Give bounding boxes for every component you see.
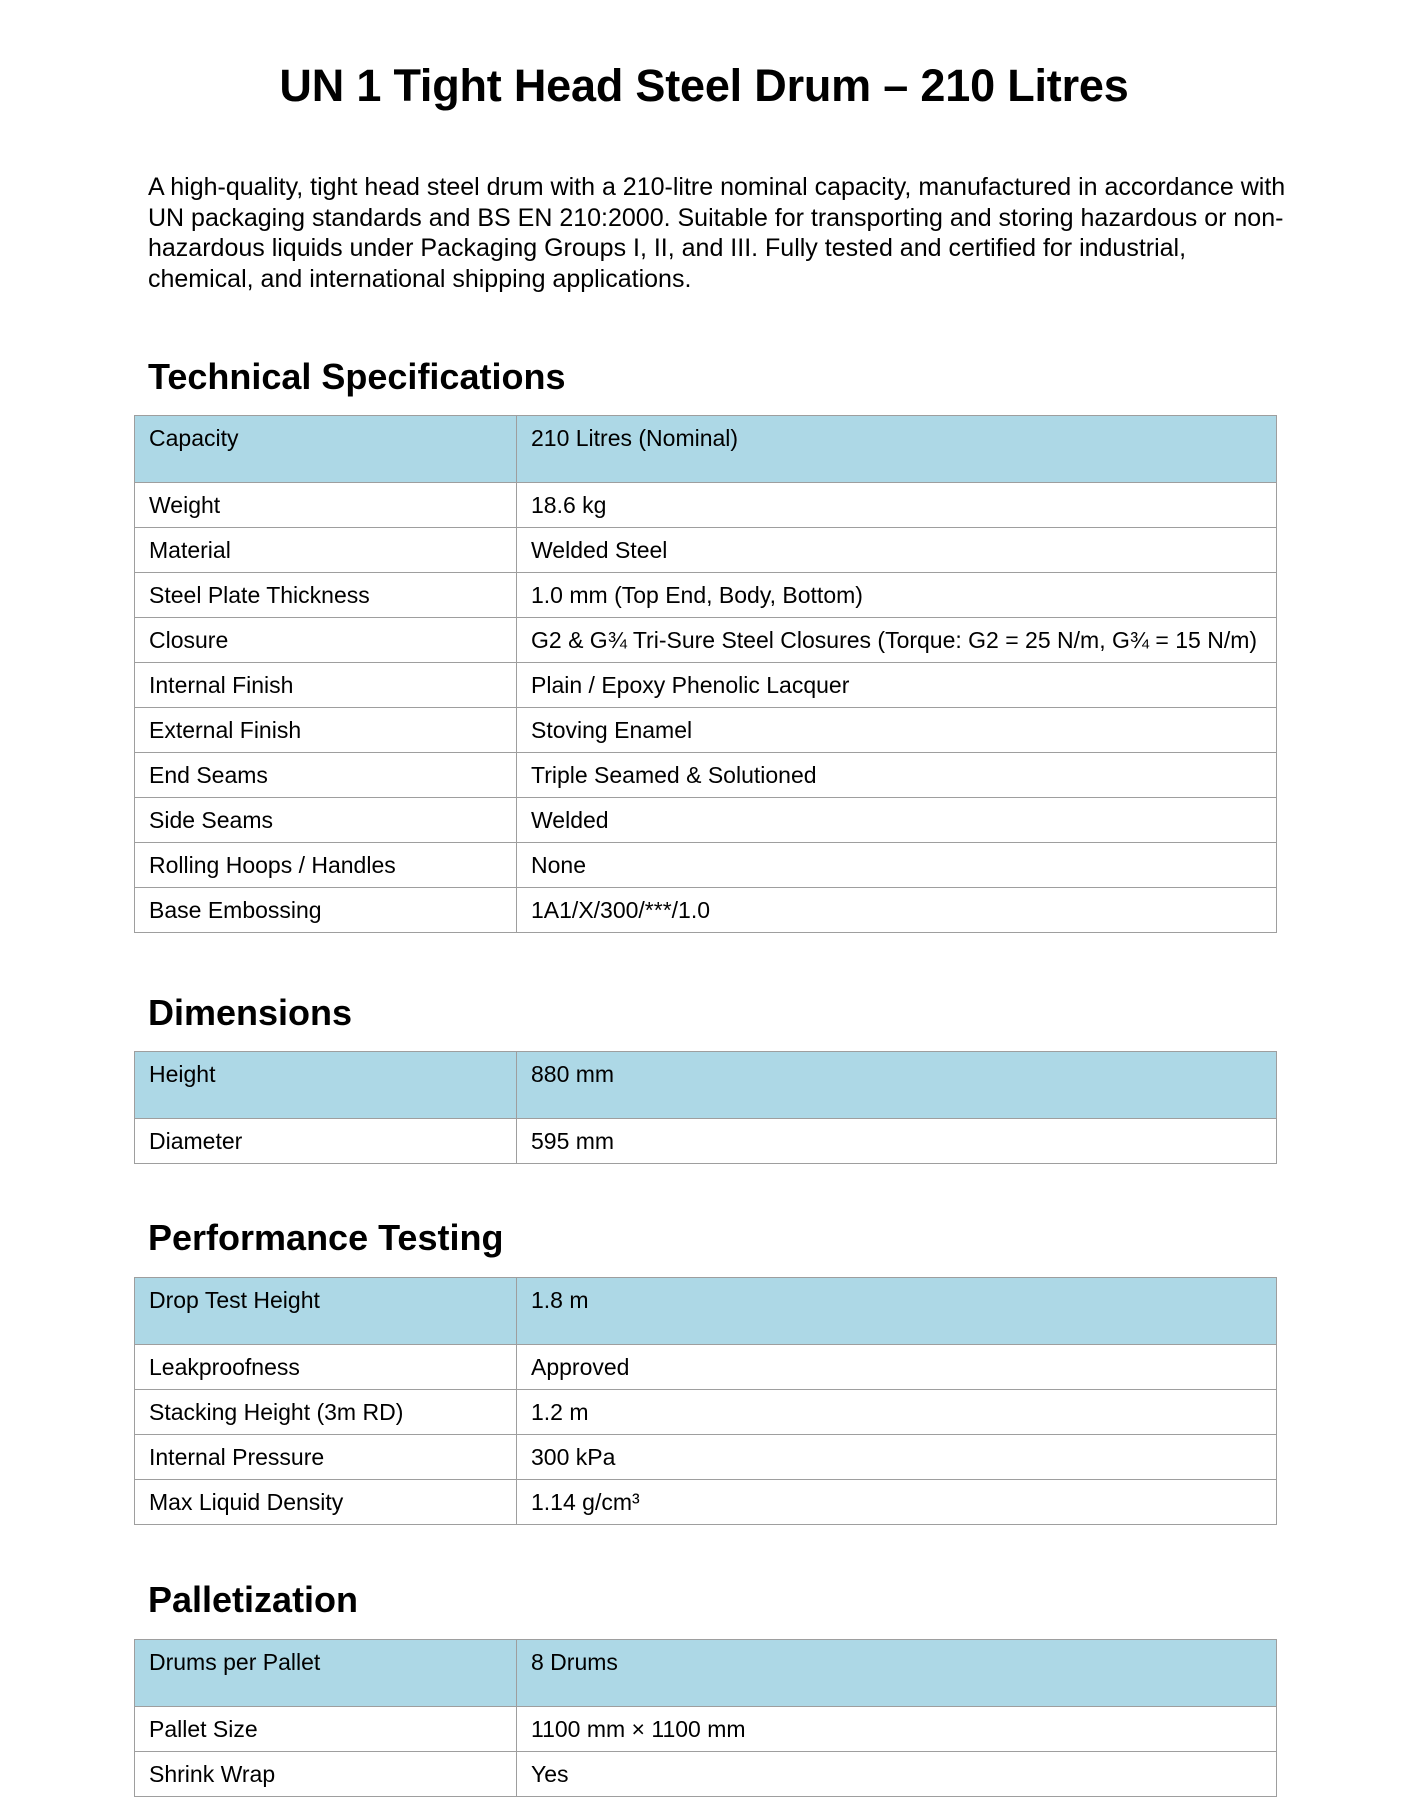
spec-value: Approved: [517, 1345, 1277, 1390]
spec-label: Steel Plate Thickness: [135, 573, 517, 618]
spec-label: Stacking Height (3m RD): [135, 1390, 517, 1435]
spec-value: Triple Seamed & Solutioned: [517, 753, 1277, 798]
table-row: [135, 483, 1277, 528]
spec-value: 1100 mm × 1100 mm: [517, 1707, 1277, 1752]
performance-testing-table: [134, 1277, 1277, 1525]
spec-label: Base Embossing: [135, 888, 517, 933]
spec-value: 1A1/X/300/***/1.0: [517, 888, 1277, 933]
spec-value: 8 Drums: [517, 1640, 1277, 1707]
table-row: [135, 573, 1277, 618]
table-row: [135, 618, 1277, 663]
spec-value: Welded Steel: [517, 528, 1277, 573]
spec-value: None: [517, 843, 1277, 888]
table-row: [135, 1707, 1277, 1752]
spec-value: 210 Litres (Nominal): [517, 416, 1277, 483]
spec-label: Drums per Pallet: [135, 1640, 517, 1707]
spec-label: Side Seams: [135, 798, 517, 843]
palletization-table: [134, 1639, 1277, 1797]
spec-label: Shrink Wrap: [135, 1752, 517, 1797]
spec-value: 300 kPa: [517, 1435, 1277, 1480]
spec-value: Plain / Epoxy Phenolic Lacquer: [517, 663, 1277, 708]
table-row: [135, 528, 1277, 573]
spec-value: 1.8 m: [517, 1278, 1277, 1345]
table-row: [135, 1052, 1277, 1119]
spec-label: Height: [135, 1052, 517, 1119]
table-row: [135, 1390, 1277, 1435]
technical-specifications-table: [134, 415, 1277, 933]
spec-label: Rolling Hoops / Handles: [135, 843, 517, 888]
spec-label: Capacity: [135, 416, 517, 483]
dimensions-heading: Dimensions: [148, 992, 353, 1033]
spec-value: 18.6 kg: [517, 483, 1277, 528]
intro-paragraph: A high-quality, tight head steel drum with a 210-litre nominal capacity, manufactured in accordance with UN packaging standards and BS EN 210:2000. Suitable for transporting and storing hazardous or non-hazardous liquids under Packaging Groups I, II, and III. Fully tested and certified for industrial, chemical, and international shipping applications.: [148, 173, 1286, 293]
table-row: [135, 1278, 1277, 1345]
table-row: [135, 1345, 1277, 1390]
spec-value: 1.0 mm (Top End, Body, Bottom): [517, 573, 1277, 618]
spec-label: Pallet Size: [135, 1707, 517, 1752]
spec-value: 1.14 g/cm³: [517, 1480, 1277, 1525]
spec-value: 1.2 m: [517, 1390, 1277, 1435]
spec-label: External Finish: [135, 708, 517, 753]
spec-value: Stoving Enamel: [517, 708, 1277, 753]
table-row: [135, 1752, 1277, 1797]
performance-testing-heading: Performance Testing: [148, 1217, 504, 1258]
table-row: [135, 753, 1277, 798]
table-row: [135, 1640, 1277, 1707]
spec-label: Diameter: [135, 1119, 517, 1164]
spec-value: Welded: [517, 798, 1277, 843]
spec-label: Internal Pressure: [135, 1435, 517, 1480]
spec-value: G2 & G¾ Tri-Sure Steel Closures (Torque: G2 = 25 N/m, G¾ = 15 N/m): [517, 618, 1277, 663]
spec-label: Weight: [135, 483, 517, 528]
spec-label: End Seams: [135, 753, 517, 798]
spec-value: 595 mm: [517, 1119, 1277, 1164]
technical-specifications-heading: Technical Specifications: [148, 356, 566, 397]
spec-label: Material: [135, 528, 517, 573]
table-row: [135, 663, 1277, 708]
table-row: [135, 1435, 1277, 1480]
table-row: [135, 798, 1277, 843]
spec-label: Max Liquid Density: [135, 1480, 517, 1525]
dimensions-table: [134, 1051, 1277, 1164]
table-row: [135, 888, 1277, 933]
spec-label: Leakproofness: [135, 1345, 517, 1390]
palletization-heading: Palletization: [148, 1579, 359, 1620]
table-row: [135, 843, 1277, 888]
spec-label: Internal Finish: [135, 663, 517, 708]
table-row: [135, 1119, 1277, 1164]
document-title: UN 1 Tight Head Steel Drum – 210 Litres: [279, 60, 1129, 111]
table-row: [135, 708, 1277, 753]
spec-value: Yes: [517, 1752, 1277, 1797]
spec-label: Closure: [135, 618, 517, 663]
spec-label: Drop Test Height: [135, 1278, 517, 1345]
table-row: [135, 416, 1277, 483]
table-row: [135, 1480, 1277, 1525]
spec-value: 880 mm: [517, 1052, 1277, 1119]
